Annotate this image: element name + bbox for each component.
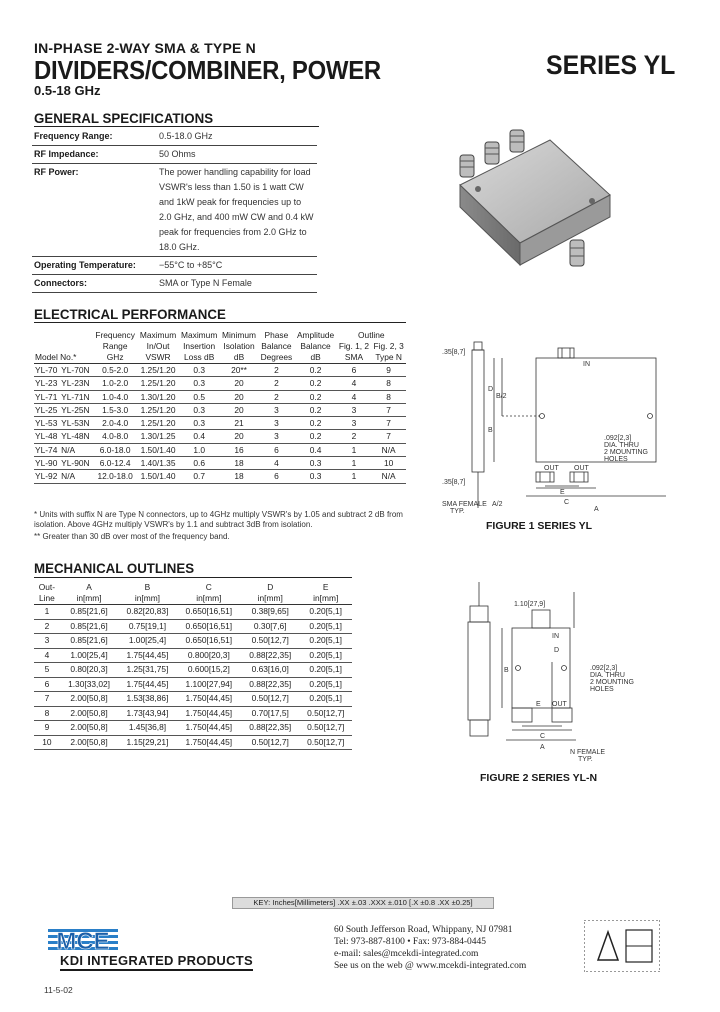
outline-sma-cell: 4 [337,377,372,390]
a-cell: 0.85[21,6] [60,634,118,649]
freq-range-cell: 1.0-4.0 [93,390,138,403]
c-cell: 0.650[16,51] [177,605,241,620]
fig1-holes-4: HOLES [604,456,628,463]
insertion-loss-cell: 0.3 [179,377,220,390]
figure-2-caption: FIGURE 2 SERIES YL-N [480,772,598,784]
d-cell: 0.30[7,6] [241,619,299,634]
spec-row [32,164,317,257]
d-cell: 0.50[12,7] [241,735,299,750]
outline-typen-cell: N/A [371,443,406,456]
phase-balance-cell: 3 [258,403,294,416]
fig2-in-label: IN [552,633,559,640]
freq-range-cell: 1.0-2.0 [93,377,138,390]
address-block [334,924,526,972]
amplitude-balance-cell: 0.2 [294,417,336,430]
insertion-loss-cell: 0.7 [179,470,220,483]
th-d-1: D [267,582,274,592]
outline-cell: 6 [34,677,60,692]
spec-value: 50 Ohms [157,146,317,164]
th-phase-3: Degrees [258,352,294,364]
model-typen-cell: YL-71N [60,390,93,403]
e-cell: 0.20[5,1] [299,663,352,678]
electrical-row [34,403,406,416]
electrical-row [34,430,406,443]
mce-logo [48,927,118,953]
amplitude-balance-cell: 0.3 [294,457,336,470]
a-cell: 1.00[25,4] [60,648,118,663]
mechanical-row [34,735,352,750]
mechanical-row [34,619,352,634]
electrical-row [34,417,406,430]
electrical-row [34,457,406,470]
outline-cell: 10 [34,735,60,750]
th-phase-2: Balance [261,341,292,351]
e-cell: 0.20[5,1] [299,605,352,620]
freq-range-cell: 12.0-18.0 [93,470,138,483]
outline-sma-cell: 3 [337,417,372,430]
fig1-a-label: A [594,506,599,513]
isolation-cell: 20 [220,390,259,403]
insertion-loss-cell: 0.4 [179,430,220,443]
amplitude-balance-cell: 0.2 [294,377,336,390]
model-sma-cell: YL-53 [34,417,60,430]
th-amp-1: Amplitude [296,330,335,340]
freq-range-cell: 2.0-4.0 [93,417,138,430]
outline-sma-cell: 4 [337,390,372,403]
model-typen-cell: YL-23N [60,377,93,390]
model-sma-cell: YL-90 [34,457,60,470]
outline-cell: 9 [34,721,60,736]
outline-sma-cell: 6 [337,364,372,377]
vswr-cell: 1.30/1.20 [137,390,178,403]
e-cell: 0.20[5,1] [299,619,352,634]
fig2-dim-top: 1.10[27,9] [514,601,546,608]
outline-cell: 5 [34,663,60,678]
b-cell: 1.25[31,75] [118,663,176,678]
phase-balance-cell: 2 [258,390,294,403]
fig1-a2-label: A/2 [492,501,503,508]
vswr-cell: 1.40/1.35 [137,457,178,470]
address-line: 60 South Jefferson Road, Whippany, NJ 07981 [334,925,513,935]
model-sma-cell: YL-25 [34,403,60,416]
freq-range-cell: 4.0-8.0 [93,430,138,443]
model-typen-cell: YL-90N [60,457,93,470]
th-a-2: in[mm] [60,593,118,605]
frequency-range: 0.5-18 GHz [34,83,101,98]
isolation-cell: 18 [220,470,259,483]
isolation-cell: 21 [220,417,259,430]
outline-typen-cell: 9 [371,364,406,377]
fig2-d-label: D [554,647,560,654]
th-loss-2: Insertion [183,341,216,351]
th-fig23-1: Fig. 2, 3 [373,341,404,351]
d-cell: 0.88[22,35] [241,648,299,663]
th-freq-3: GHz [93,352,138,364]
th-fig23-2: Type N [371,352,406,364]
th-fig12-2: SMA [337,352,372,364]
outline-typen-cell: N/A [371,470,406,483]
fig1-sma-2: TYP. [450,508,465,515]
phase-balance-cell: 6 [258,470,294,483]
fig1-out-label: OUT [544,465,559,472]
model-sma-cell: YL-70 [34,364,60,377]
c-cell: 0.600[15,2] [177,663,241,678]
e-cell: 0.50[12,7] [299,721,352,736]
fig1-b2-label: B/2 [496,393,507,400]
model-sma-cell: YL-71 [34,390,60,403]
fig2-b-label: B [504,667,509,674]
electrical-row [34,377,406,390]
a-cell: 0.85[21,6] [60,605,118,620]
fig1-dim-top: .35[8,7] [442,349,466,356]
e-cell: 0.50[12,7] [299,706,352,721]
c-cell: 1.750[44,45] [177,735,241,750]
fig1-holes-2: DIA. THRU [604,442,639,449]
spec-value: −55°C to +85°C [157,257,317,275]
e-cell: 0.20[5,1] [299,634,352,649]
isolation-cell: 20 [220,430,259,443]
th-vswr-2: In/Out [146,341,170,351]
th-outline-1: Out- [38,582,56,592]
b-cell: 1.53[38,86] [118,692,176,707]
phase-balance-cell: 3 [258,417,294,430]
fig1-sma-1: SMA FEMALE [442,501,487,508]
model-sma-cell: YL-48 [34,430,60,443]
th-vswr-1: Maximum [139,330,177,340]
phase-balance-cell: 2 [258,377,294,390]
d-cell: 0.70[17,5] [241,706,299,721]
triangle-certification-icon [598,932,618,960]
phase-balance-cell: 2 [258,364,294,377]
fig1-holes-1: .092[2,3] [604,435,632,442]
b-cell: 1.73[43,94] [118,706,176,721]
freq-range-cell: 0.5-2.0 [93,364,138,377]
mechanical-row [34,605,352,620]
electrical-table [34,330,406,484]
electrical-row [34,443,406,456]
web-line[interactable]: See us on the web @ www.mcekdi-integrated.com [334,961,527,971]
outline-typen-cell: 7 [371,417,406,430]
revision-date: 11-5-02 [44,985,73,995]
model-typen-cell: N/A [60,470,93,483]
fig2-holes-2: DIA. THRU [590,672,625,679]
mechanical-outlines-title: MECHANICAL OUTLINES [34,560,195,576]
th-vswr-3: VSWR [137,352,178,364]
phone-line: Tel: 973-887-8100 • Fax: 973-884-0445 [334,937,487,947]
outline-cell: 8 [34,706,60,721]
outline-typen-cell: 8 [371,377,406,390]
model-typen-cell: YL-53N [60,417,93,430]
email-line[interactable]: e-mail: sales@mcekdi-integrated.com [334,949,479,959]
mechanical-row [34,677,352,692]
insertion-loss-cell: 0.3 [179,403,220,416]
phase-balance-cell: 3 [258,430,294,443]
outline-typen-cell: 10 [371,457,406,470]
model-sma-cell: YL-74 [34,443,60,456]
spec-label: Operating Temperature: [32,257,157,275]
electrical-note-1: * Units with suffix N are Type N connectors, up to 4GHz multiply VSWR's by 1.05 and subtract 2 dB from isolation. Above 4GHz multiply VSWR's by 1.1 and subtract 3dB from isolation. [34,510,403,529]
certification-badges [584,920,660,972]
model-typen-cell: YL-48N [60,430,93,443]
fig1-b-label: B [488,427,493,434]
th-iso-3: dB [220,352,259,364]
outline-typen-cell: 7 [371,430,406,443]
th-fig12-1: Fig. 1, 2 [338,341,370,351]
insertion-loss-cell: 1.0 [179,443,220,456]
isolation-cell: 20 [220,403,259,416]
c-cell: 1.750[44,45] [177,692,241,707]
isolation-cell: 20 [220,377,259,390]
th-iso-1: Minimum [222,330,257,340]
fig1-in-label: IN [583,361,590,368]
phase-balance-cell: 6 [258,443,294,456]
outline-sma-cell: 1 [337,443,372,456]
mechanical-rule [34,577,352,578]
d-cell: 0.63[16,0] [241,663,299,678]
electrical-row [34,390,406,403]
th-b-2: in[mm] [118,593,176,605]
spec-row [32,128,317,146]
insertion-loss-cell: 0.5 [179,390,220,403]
spec-value: SMA or Type N Female [157,275,317,293]
e-cell: 0.20[5,1] [299,648,352,663]
b-cell: 0.82[20,83] [118,605,176,620]
amplitude-balance-cell: 0.2 [294,403,336,416]
th-amp-2: Balance [300,341,331,351]
page-title: DIVIDERS/COMBINER, POWER [34,55,381,85]
spec-label: Frequency Range: [32,128,157,146]
mechanical-table [34,582,352,750]
vswr-cell: 1.25/1.20 [137,403,178,416]
model-typen-cell: YL-70N [60,364,93,377]
th-model: Model No.* [34,330,93,364]
spec-value: The power handling capability for load VSWR's less than 1.50 is 1 watt CW and 1kW peak for frequencies up to 2.0 GHz, and 400 mW CW and 0.4 kW peak for frequencies from 2.0 GHz to 18.0 GHz. [157,164,317,257]
general-specs-table [32,128,317,293]
amplitude-balance-cell: 0.4 [294,443,336,456]
d-cell: 0.88[22,35] [241,721,299,736]
figure-1-caption: FIGURE 1 SERIES YL [486,520,592,532]
electrical-row [34,364,406,377]
vswr-cell: 1.25/1.20 [137,417,178,430]
b-cell: 1.45[36,8] [118,721,176,736]
phase-balance-cell: 4 [258,457,294,470]
general-specs-rule [34,126,319,127]
insertion-loss-cell: 0.6 [179,457,220,470]
electrical-performance-title: ELECTRICAL PERFORMANCE [34,306,226,322]
fig2-holes-3: 2 MOUNTING [590,679,634,686]
th-iso-2: Isolation [223,341,255,351]
e-cell: 0.20[5,1] [299,692,352,707]
vswr-cell: 1.25/1.20 [137,364,178,377]
model-sma-cell: YL-23 [34,377,60,390]
insertion-loss-cell: 0.3 [179,417,220,430]
fig1-e-label: E [560,489,565,496]
a-cell: 0.80[20,3] [60,663,118,678]
model-typen-cell: N/A [60,443,93,456]
c-cell: 0.800[20,3] [177,648,241,663]
b-cell: 1.15[29,21] [118,735,176,750]
outline-sma-cell: 1 [337,470,372,483]
vswr-cell: 1.25/1.20 [137,377,178,390]
th-loss-3: Loss dB [179,352,220,364]
a-cell: 1.30[33,02] [60,677,118,692]
isolation-cell: 18 [220,457,259,470]
figure-1-drawing [436,336,696,516]
th-phase-1: Phase [264,330,289,340]
model-typen-cell: YL-25N [60,403,93,416]
b-cell: 1.75[44,45] [118,677,176,692]
th-outline: Outline [358,330,385,340]
amplitude-balance-cell: 0.3 [294,470,336,483]
tolerance-key: KEY: Inches[Millimeters] .XX ±.03 .XXX ±.010 [.X ±0.8 .XX ±0.25] [232,897,494,909]
vswr-cell: 1.30/1.25 [137,430,178,443]
mechanical-row [34,648,352,663]
a-cell: 2.00[50,8] [60,735,118,750]
outline-cell: 3 [34,634,60,649]
fig2-typen-1: N FEMALE [570,749,606,756]
mechanical-row [34,663,352,678]
fig1-c-label: C [564,499,570,506]
vswr-cell: 1.50/1.40 [137,443,178,456]
electrical-note-2: ** Greater than 30 dB over most of the frequency band. [34,532,230,541]
b-cell: 0.75[19,1] [118,619,176,634]
outline-cell: 1 [34,605,60,620]
outline-cell: 4 [34,648,60,663]
fig1-d-label: D [488,386,494,393]
outline-typen-cell: 8 [371,390,406,403]
outline-sma-cell: 1 [337,457,372,470]
fig1-out2-label: OUT [574,465,589,472]
d-cell: 0.38[9,65] [241,605,299,620]
c-cell: 0.650[16,51] [177,619,241,634]
series-title: SERIES YL [546,50,676,80]
mechanical-row [34,692,352,707]
freq-range-cell: 6.0-18.0 [93,443,138,456]
mechanical-row [34,721,352,736]
th-a-1: A [86,582,92,592]
e-cell: 0.20[5,1] [299,677,352,692]
d-cell: 0.50[12,7] [241,634,299,649]
e-cell: 0.50[12,7] [299,735,352,750]
spec-value: 0.5-18.0 GHz [157,128,317,146]
vswr-cell: 1.50/1.40 [137,470,178,483]
a-cell: 2.00[50,8] [60,692,118,707]
th-freq-2: Range [102,341,128,351]
th-outline-2: Line [34,593,60,605]
th-c-2: in[mm] [177,593,241,605]
c-cell: 1.750[44,45] [177,706,241,721]
fig2-holes-1: .092[2,3] [590,665,618,672]
mce-logo-text: MCE [56,928,110,953]
d-cell: 0.88[22,35] [241,677,299,692]
spec-row [32,275,317,293]
fig2-c-label: C [540,733,546,740]
fig2-e-label: E [536,701,541,708]
a-cell: 0.85[21,6] [60,619,118,634]
c-cell: 1.750[44,45] [177,721,241,736]
a-cell: 2.00[50,8] [60,721,118,736]
outline-cell: 2 [34,619,60,634]
isolation-cell: 16 [220,443,259,456]
general-specs-title: GENERAL SPECIFICATIONS [34,110,214,126]
fig2-holes-4: HOLES [590,686,614,693]
amplitude-balance-cell: 0.2 [294,390,336,403]
fig2-typen-2: TYP. [578,756,593,763]
b-cell: 1.00[25,4] [118,634,176,649]
spec-label: RF Power: [32,164,157,257]
th-d-2: in[mm] [241,593,299,605]
spec-row [32,146,317,164]
th-loss-1: Maximum [181,330,218,340]
company-name: KDI INTEGRATED PRODUCTS [60,953,253,971]
subtitle: IN-PHASE 2-WAY SMA & TYPE N [34,40,256,56]
electrical-row [34,470,406,483]
freq-range-cell: 1.5-3.0 [93,403,138,416]
spec-label: Connectors: [32,275,157,293]
fig1-holes-3: 2 MOUNTING [604,449,648,456]
product-photo [440,125,630,290]
d-cell: 0.50[12,7] [241,692,299,707]
th-e-1: E [322,582,329,592]
amplitude-balance-cell: 0.2 [294,430,336,443]
outline-sma-cell: 2 [337,430,372,443]
spec-label: RF Impedance: [32,146,157,164]
model-sma-cell: YL-92 [34,470,60,483]
th-e-2: in[mm] [299,593,352,605]
mechanical-row [34,706,352,721]
b-cell: 1.75[44,45] [118,648,176,663]
freq-range-cell: 6.0-12.4 [93,457,138,470]
c-cell: 0.650[16,51] [177,634,241,649]
outline-cell: 7 [34,692,60,707]
outline-sma-cell: 3 [337,403,372,416]
th-b-1: B [144,582,151,592]
spec-row [32,257,317,275]
electrical-rule [34,322,406,323]
c-cell: 1.100[27,94] [177,677,241,692]
amplitude-balance-cell: 0.2 [294,364,336,377]
fig1-dim-bottom: .35[8,7] [442,479,466,486]
th-c-1: C [205,582,212,592]
outline-typen-cell: 7 [371,403,406,416]
th-amp-3: dB [294,352,336,364]
fig2-a-label: A [540,744,545,751]
isolation-cell: 20** [220,364,259,377]
insertion-loss-cell: 0.3 [179,364,220,377]
mechanical-row [34,634,352,649]
figure-2-drawing [456,582,696,770]
fig2-out-label: OUT [552,701,567,708]
a-cell: 2.00[50,8] [60,706,118,721]
th-freq-1: Frequency [95,330,135,340]
